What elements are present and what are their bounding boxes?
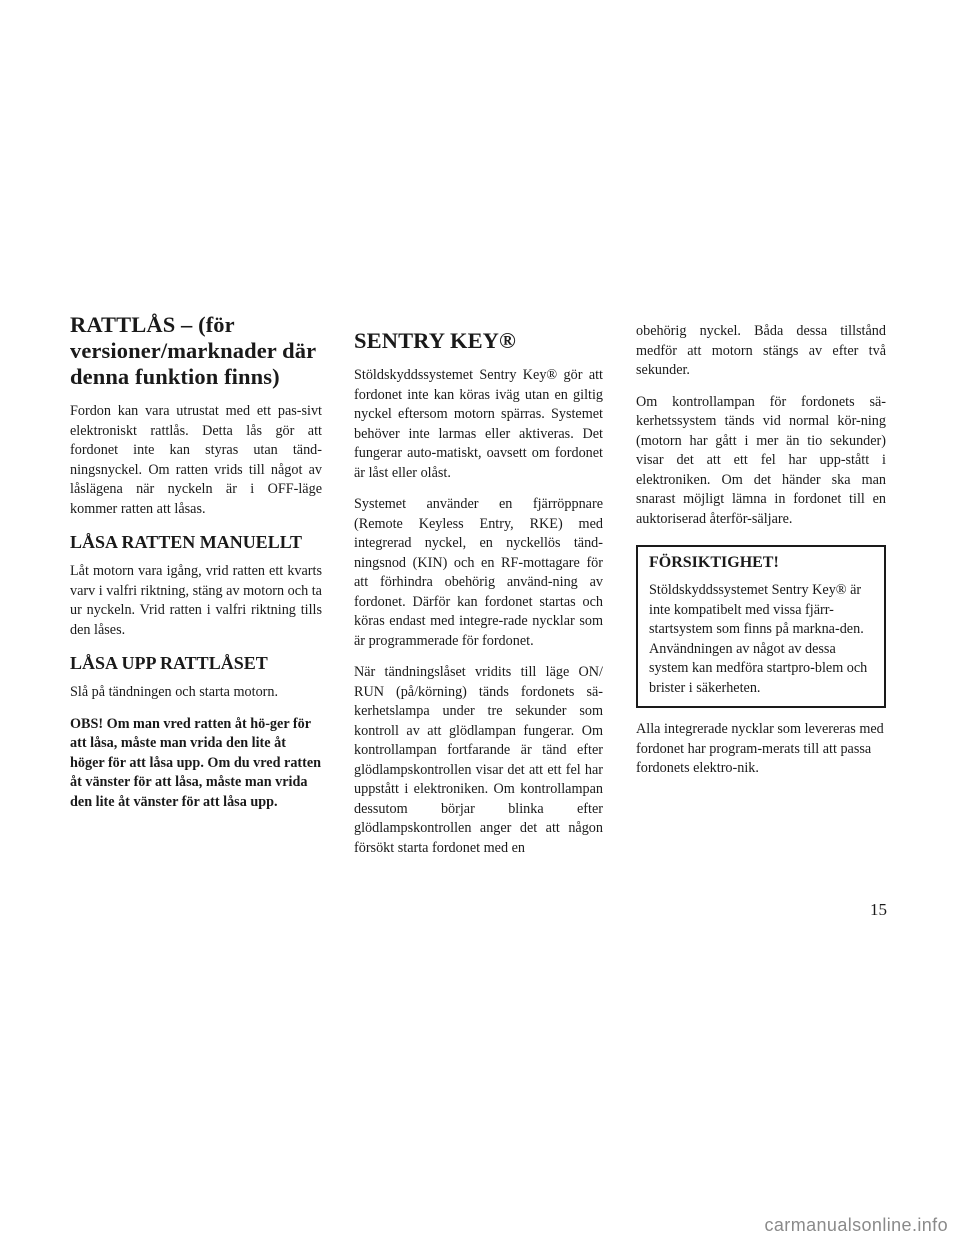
paragraph-continued: obehörig nyckel. Båda dessa tillstånd medför att motorn stängs av efter två sekunder. <box>636 323 886 378</box>
column-middle <box>354 310 603 870</box>
paragraph-lasa-manuellt: Låt motorn vara igång, vrid ratten ett kvarts varv i valfri riktning, stäng av motorn och ta ur nyckeln. Vrid ratten i valfri riktning tills den låses. <box>70 563 322 638</box>
caution-box <box>636 545 886 708</box>
paragraph-sentry-2: Systemet använder en fjärröppnare (Remote Keyless Entry, RKE) med integrerad nyckel, en nyckellös tänd-ningsnod (KIN) och en RF-mottagare för att förhindra obehörig använd-ning av fordonet. Därför kan fordonet startas och köras endast med integre-rade nycklar som är programmerade för fordonet. <box>354 496 603 649</box>
note-obs: OBS! Om man vred ratten åt hö-ger för att låsa, måste man vrida den lite åt höger för att låsa upp. Om du vred ratten åt vänster för att låsa, måste man vrida den lite åt vänster för att låsa upp. <box>70 715 322 810</box>
caution-title: FÖRSIKTIGHET! <box>649 554 779 571</box>
watermark: carmanualsonline.info <box>764 1215 948 1235</box>
heading-sentry-key: SENTRY KEY® <box>354 328 516 353</box>
paragraph-rattlas: Fordon kan vara utrustat med ett pas-sivt elektroniskt rattlås. Detta lås gör att fordonet inte kan styras utan tänd-ningsnyckel. Om ratten vrids till något av låslägena när nyckeln är i OFF-läge kommer ratten att låsas. <box>70 403 322 517</box>
heading-rattlas: RATTLÅS – (för versioner/marknader där denna funktion finns) <box>70 312 316 389</box>
paragraph-warning-lamp: Om kontrollampan för fordonets sä-kerhetssystem tänds vid normal kör-ning (motorn har gått i mer än tio sekunder) visar det att ett fel har upp-stått i elektroniken. Om det händer ska man snarast möjligt lämna in fordonet till en auktoriserad återför-säljare. <box>636 393 886 527</box>
column-left <box>70 310 322 824</box>
paragraph-lasa-upp: Slå på tändningen och starta motorn. <box>70 684 279 700</box>
paragraph-sentry-3: När tändningslåset vridits till läge ON/ RUN (på/körning) tänds fordonets sä-kerhetslampa under tre sekunder som kontroll av att glödlampan fungerar. Om kontrollampan fortfarande är tänd efter glödlampskontrollen visar det att ett fel har uppstått i elektroniken. Om kontrollampan dessutom börjar blinka efter glödlampskontrollen anger det att någon försökt starta fordonet med en <box>354 664 603 856</box>
page-number: 15 <box>870 900 887 919</box>
heading-lasa-upp-rattlaset: LÅSA UPP RATTLÅSET <box>70 653 268 673</box>
heading-lasa-ratten-manuellt: LÅSA RATTEN MANUELLT <box>70 532 303 552</box>
column-right <box>636 322 886 791</box>
paragraph-sentry-1: Stöldskyddssystemet Sentry Key® gör att fordonet inte kan köras iväg utan en giltig nyckel eftersom motorn spärras. Systemet behöver inte larmas eller aktiveras. Det fungerar auto-matiskt, oavsett om fordonet är låst eller olåst. <box>354 367 603 481</box>
paragraph-integrated-keys: Alla integrerade nycklar som levereras med fordonet har program-merats till att passa fordonets elektro-nik. <box>636 721 884 776</box>
caution-text: Stöldskyddssystemet Sentry Key® är inte kompatibelt med vissa fjärr-startsystem som finns på markna-den. Användningen av något av dessa system kan medföra startpro-blem och brister i säkerheten. <box>649 582 868 696</box>
